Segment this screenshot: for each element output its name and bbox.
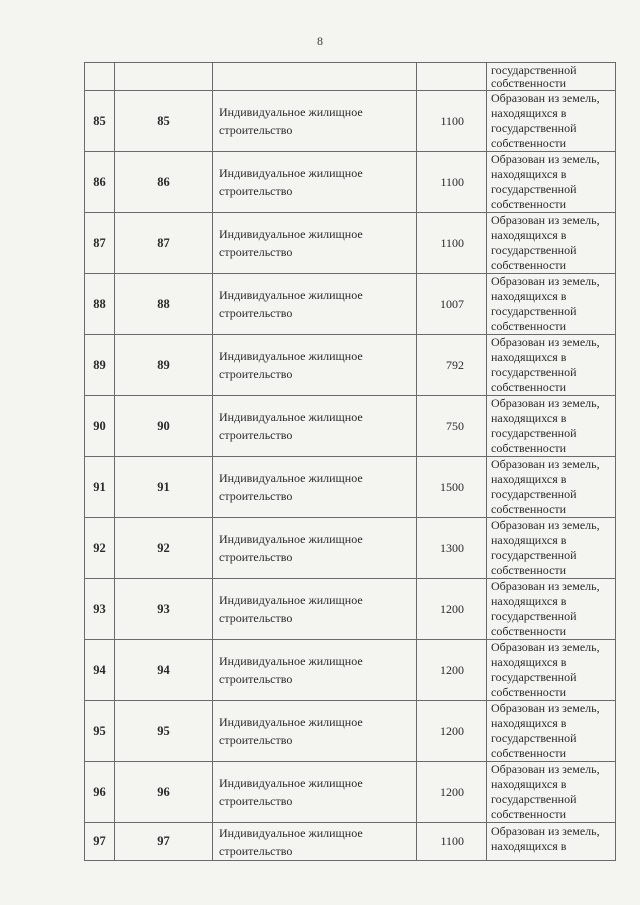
origin-cell	[487, 762, 616, 823]
row-number-cell: 89	[85, 335, 115, 396]
origin-line: Образован из земель,	[491, 762, 600, 776]
table-row	[85, 91, 616, 152]
land-use-line: Индивидуальное жилищное	[219, 715, 363, 729]
origin-line: собственности	[491, 197, 567, 211]
land-use-line: Индивидуальное жилищное	[219, 288, 363, 302]
plot-number-cell: 88	[115, 274, 213, 335]
land-use-cell	[213, 640, 417, 701]
land-use-cell	[213, 762, 417, 823]
table-row	[85, 274, 616, 335]
plot-number-cell: 97	[115, 823, 213, 861]
origin-line: государственной	[491, 731, 577, 745]
origin-cell	[487, 579, 616, 640]
origin-line: Образован из земель,	[491, 396, 600, 410]
origin-line: Образован из земель,	[491, 518, 600, 532]
land-use-cell	[213, 91, 417, 152]
origin-line: находящихся в	[491, 533, 567, 547]
origin-cell	[487, 457, 616, 518]
origin-line: собственности	[491, 380, 567, 394]
table-row	[85, 457, 616, 518]
land-use-cell	[213, 518, 417, 579]
origin-line: собственности	[491, 136, 567, 150]
origin-line: Образован из земель,	[491, 91, 600, 105]
plot-number-cell: 94	[115, 640, 213, 701]
origin-line: находящихся в	[491, 839, 567, 853]
land-use-line: строительство	[219, 794, 293, 808]
land-use-line: строительство	[219, 123, 293, 137]
origin-cell	[487, 823, 616, 861]
origin-line: Образован из земель,	[491, 579, 600, 593]
area-cell: 1100	[417, 823, 487, 861]
land-use-cell	[213, 457, 417, 518]
origin-line: находящихся в	[491, 411, 567, 425]
plot-number-cell	[115, 63, 213, 91]
origin-line: собственности	[491, 441, 567, 455]
origin-cell	[487, 91, 616, 152]
origin-line: государственной	[491, 426, 577, 440]
row-number-cell: 87	[85, 213, 115, 274]
origin-line: Образован из земель,	[491, 457, 600, 471]
origin-line: государственной	[491, 365, 577, 379]
origin-line: государственной	[491, 487, 577, 501]
origin-line: находящихся в	[491, 655, 567, 669]
origin-line: государственной	[491, 121, 577, 135]
table-row	[85, 396, 616, 457]
table-body	[85, 63, 616, 861]
row-number-cell	[85, 63, 115, 91]
area-cell: 1200	[417, 640, 487, 701]
origin-cell	[487, 518, 616, 579]
origin-line: находящихся в	[491, 289, 567, 303]
area-cell: 1200	[417, 762, 487, 823]
area-cell: 750	[417, 396, 487, 457]
land-use-cell	[213, 213, 417, 274]
origin-line: Образован из земель,	[491, 274, 600, 288]
plot-number-cell: 89	[115, 335, 213, 396]
land-use-line: Индивидуальное жилищное	[219, 410, 363, 424]
land-use-cell	[213, 274, 417, 335]
land-use-line: Индивидуальное жилищное	[219, 532, 363, 546]
row-number-cell: 90	[85, 396, 115, 457]
land-use-cell	[213, 63, 417, 91]
land-use-line: строительство	[219, 844, 293, 858]
land-use-cell	[213, 396, 417, 457]
land-use-line: строительство	[219, 245, 293, 259]
origin-line: Образован из земель,	[491, 701, 600, 715]
plot-number-cell: 90	[115, 396, 213, 457]
area-cell: 1300	[417, 518, 487, 579]
table-row	[85, 701, 616, 762]
plot-number-cell: 91	[115, 457, 213, 518]
land-use-line: строительство	[219, 550, 293, 564]
origin-line: находящихся в	[491, 350, 567, 364]
land-use-line: строительство	[219, 672, 293, 686]
land-use-line: строительство	[219, 733, 293, 747]
origin-line: государственной	[491, 792, 577, 806]
row-number-cell: 91	[85, 457, 115, 518]
origin-line: государственной	[491, 670, 577, 684]
land-use-line: Индивидуальное жилищное	[219, 349, 363, 363]
origin-line: собственности	[491, 746, 567, 760]
land-use-line: строительство	[219, 367, 293, 381]
origin-line: находящихся в	[491, 716, 567, 730]
land-use-line: строительство	[219, 184, 293, 198]
land-use-line: Индивидуальное жилищное	[219, 654, 363, 668]
origin-line: государственной	[491, 304, 577, 318]
row-number-cell: 86	[85, 152, 115, 213]
origin-line: собственности	[491, 563, 567, 577]
land-use-line: Индивидуальное жилищное	[219, 593, 363, 607]
origin-cell	[487, 152, 616, 213]
plot-number-cell: 93	[115, 579, 213, 640]
area-cell: 1200	[417, 701, 487, 762]
area-cell: 1500	[417, 457, 487, 518]
table-row	[85, 579, 616, 640]
origin-line: собственности	[491, 502, 567, 516]
area-cell	[417, 63, 487, 91]
origin-line: собственности	[491, 624, 567, 638]
area-cell: 1100	[417, 213, 487, 274]
land-use-line: Индивидуальное жилищное	[219, 471, 363, 485]
land-use-cell	[213, 823, 417, 861]
origin-line: Образован из земель,	[491, 335, 600, 349]
origin-line: собственности	[491, 258, 567, 272]
row-number-cell: 97	[85, 823, 115, 861]
plot-number-cell: 86	[115, 152, 213, 213]
origin-cell	[487, 335, 616, 396]
land-use-line: строительство	[219, 489, 293, 503]
land-use-cell	[213, 335, 417, 396]
table-row-continued	[85, 63, 616, 91]
origin-cell	[487, 274, 616, 335]
land-use-line: Индивидуальное жилищное	[219, 166, 363, 180]
row-number-cell: 92	[85, 518, 115, 579]
area-cell: 1200	[417, 579, 487, 640]
origin-line: находящихся в	[491, 167, 567, 181]
row-number-cell: 93	[85, 579, 115, 640]
table-row	[85, 152, 616, 213]
plot-number-cell: 85	[115, 91, 213, 152]
origin-line: государственной	[491, 243, 577, 257]
land-use-line: Индивидуальное жилищное	[219, 105, 363, 119]
origin-line: государственной	[491, 609, 577, 623]
land-use-cell	[213, 701, 417, 762]
origin-line: находящихся в	[491, 228, 567, 242]
row-number-cell: 88	[85, 274, 115, 335]
table-row	[85, 518, 616, 579]
land-use-cell	[213, 579, 417, 640]
table-row	[85, 762, 616, 823]
land-use-line: Индивидуальное жилищное	[219, 227, 363, 241]
area-cell: 1007	[417, 274, 487, 335]
origin-line: Образован из земель,	[491, 213, 600, 227]
origin-line: Образован из земель,	[491, 640, 600, 654]
table-row	[85, 335, 616, 396]
origin-cell	[487, 63, 616, 91]
land-use-line: Индивидуальное жилищное	[219, 826, 363, 840]
row-number-cell: 96	[85, 762, 115, 823]
origin-cell	[487, 701, 616, 762]
row-number-cell: 94	[85, 640, 115, 701]
plot-number-cell: 95	[115, 701, 213, 762]
area-cell: 1100	[417, 91, 487, 152]
origin-cell	[487, 396, 616, 457]
land-use-line: строительство	[219, 611, 293, 625]
plot-number-cell: 92	[115, 518, 213, 579]
origin-line: государственной	[491, 182, 577, 196]
land-plots-table	[84, 62, 616, 861]
origin-line: собственности	[491, 319, 567, 333]
plot-number-cell: 87	[115, 213, 213, 274]
land-use-line: строительство	[219, 428, 293, 442]
origin-cell	[487, 213, 616, 274]
origin-line: находящихся в	[491, 594, 567, 608]
origin-line: собственности	[491, 807, 567, 821]
row-number-cell: 95	[85, 701, 115, 762]
origin-line: собственности	[491, 685, 567, 699]
table-row	[85, 823, 616, 861]
plot-number-cell: 96	[115, 762, 213, 823]
origin-line: находящихся в	[491, 777, 567, 791]
origin-line: государственной	[491, 548, 577, 562]
area-cell: 1100	[417, 152, 487, 213]
land-use-line: строительство	[219, 306, 293, 320]
origin-cell	[487, 640, 616, 701]
origin-line: собственности	[491, 76, 567, 90]
origin-line: находящихся в	[491, 106, 567, 120]
land-use-line: Индивидуальное жилищное	[219, 776, 363, 790]
table-row	[85, 213, 616, 274]
origin-line: находящихся в	[491, 472, 567, 486]
origin-line: государственной	[491, 63, 577, 77]
origin-line: Образован из земель,	[491, 152, 600, 166]
area-cell: 792	[417, 335, 487, 396]
page-number: 8	[317, 34, 323, 48]
origin-line: Образован из земель,	[491, 824, 600, 838]
row-number-cell: 85	[85, 91, 115, 152]
table-row	[85, 640, 616, 701]
land-use-cell	[213, 152, 417, 213]
